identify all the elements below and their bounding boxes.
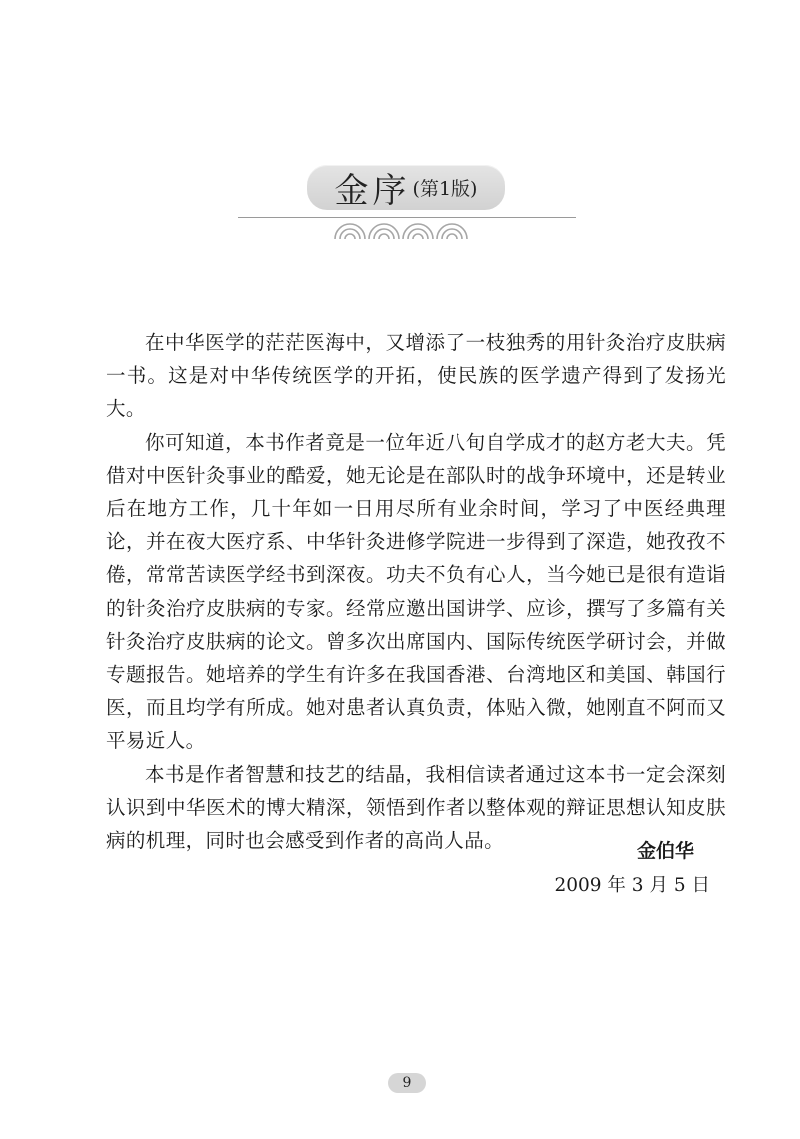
edition-label: (第1版) bbox=[412, 178, 478, 200]
wave-ornament-icon bbox=[331, 211, 481, 239]
author-signature: 金伯华 bbox=[636, 840, 694, 862]
paragraph: 在中华医学的茫茫医海中，又增添了一枝独秀的用针灸治疗皮肤病一书。这是对中华传统医学的开拓，使民族的医学遗产得到了发扬光大。 bbox=[106, 331, 726, 421]
page-number-badge bbox=[388, 1073, 426, 1093]
paragraph: 你可知道，本书作者竟是一位年近八旬自学成才的赵方老大夫。凭借对中医针灸事业的酷爱，她无论是在部队时的战争环境中，还是转业后在地方工作，几十年如一日用尽所有业余时间，学习了中医经典理论，并在夜大医疗系、中华针灸进修学院进一步得到了深造，她孜孜不倦，常常苦读医学经书到深夜。功夫不负有心人，当今她已是很有造诣的针灸治疗皮肤病的专家。经常应邀出国讲学、应诊，撰写了多篇有关针灸治疗皮肤病的论文。曾多次出席国内、国际传统医学研讨会，并做专题报告。她培养的学生有许多在我国香港、台湾地区和美国、韩国行医，而且均学有所成。她对患者认真负责，体贴入微，她刚直不阿而又平易近人。 bbox=[106, 430, 726, 753]
paragraph: 本书是作者智慧和技艺的结晶，我相信读者通过这本书一定会深刻认识到中华医术的博大精深，领悟到作者以整体观的辩证思想认知皮肤病的机理，同时也会感受到作者的高尚人品。 bbox=[106, 762, 726, 853]
preface-body bbox=[106, 326, 726, 857]
page-title: 金序 bbox=[334, 171, 411, 211]
signature-date: 2009 年 3 月 5 日 bbox=[554, 875, 710, 896]
page-number: 9 bbox=[402, 1075, 412, 1091]
title-banner bbox=[307, 165, 505, 210]
